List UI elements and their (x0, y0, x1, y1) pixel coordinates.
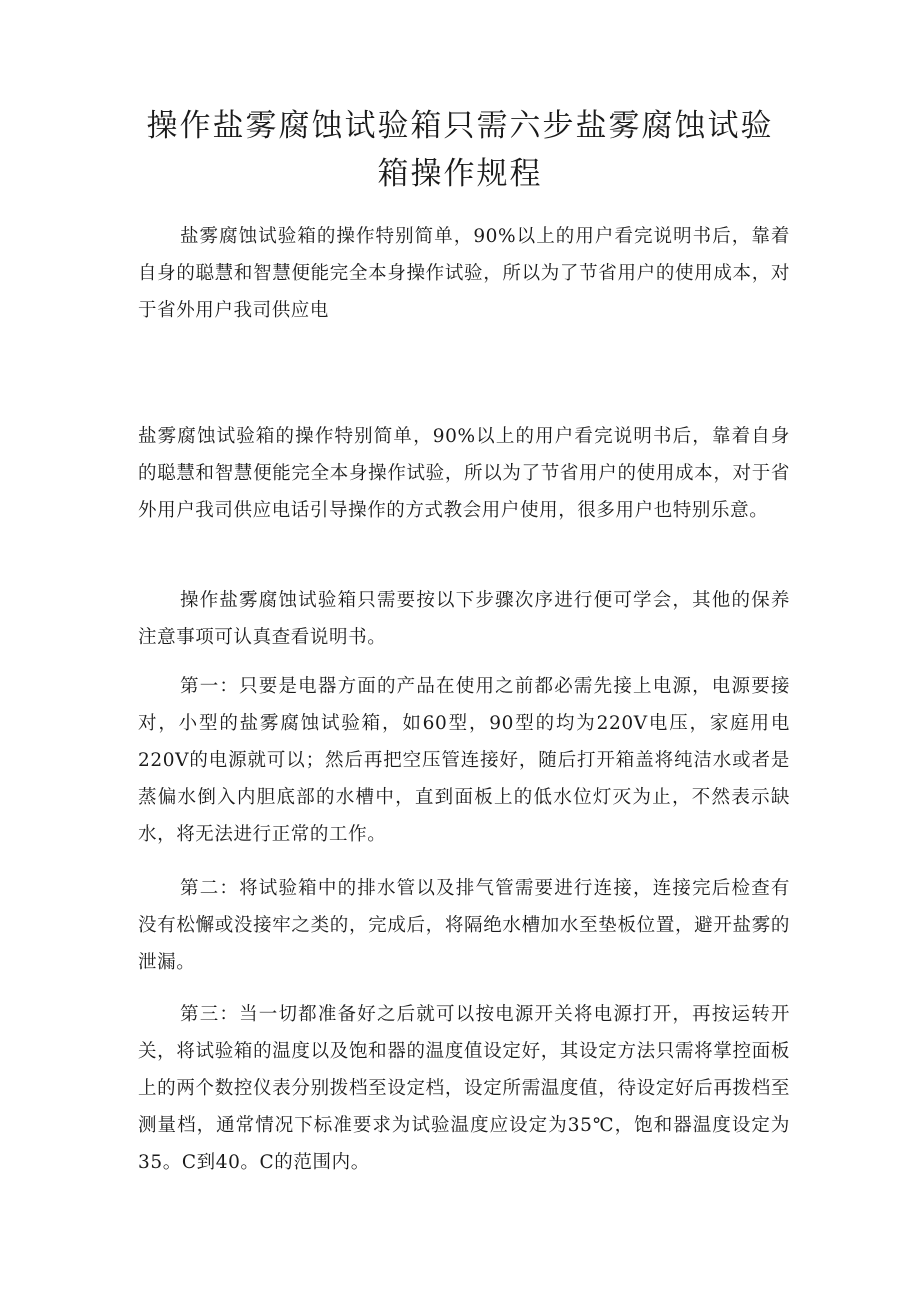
intro-paragraph-full: 盐雾腐蚀试验箱的操作特别简单，90%以上的用户看完说明书后，靠着自身的聪慧和智慧便能完全本身操作试验，所以为了节省用户的使用成本，对于省外用户我司供应电话引导操作的方式教会用户使用，很多用户也特别乐意。 (138, 426, 790, 521)
step-2-paragraph: 第二：将试验箱中的排水管以及排气管需要进行连接，连接完后检查有没有松懈或没接牢之类的，完成后，将隔绝水槽加水至垫板位置，避开盐雾的泄漏。 (138, 878, 790, 973)
intro-paragraph-truncated: 盐雾腐蚀试验箱的操作特别简单，90%以上的用户看完说明书后，靠着自身的聪慧和智慧便能完全本身操作试验，所以为了节省用户的使用成本，对于省外用户我司供应电 (138, 226, 790, 321)
title-line-1: 操作盐雾腐蚀试验箱只需六步盐雾腐蚀试验 (146, 108, 774, 144)
title-line-2: 箱操作规程 (377, 156, 543, 192)
step-1-paragraph: 第一：只要是电器方面的产品在使用之前都必需先接上电源，电源要接对，小型的盐雾腐蚀试验箱，如60型，90型的均为220V电压，家庭用电220V的电源就可以；然后再把空压管连接好，随后打开箱盖将纯洁水或者是蒸偏水倒入内胆底部的水槽中，直到面板上的低水位灯灭为止，不然表示缺水，将无法进行正常的工作。 (138, 676, 790, 845)
step-3-paragraph: 第三：当一切都准备好之后就可以按电源开关将电源打开，再按运转开关，将试验箱的温度以及饱和器的温度值设定好，其设定方法只需将掌控面板上的两个数控仪表分别拨档至设定档，设定所需温度值，待设定好后再拨档至测量档，通常情况下标准要求为试验温度应设定为35℃，饱和器温度设定为35。C到40。C的范围内。 (138, 1004, 790, 1173)
steps-overview-paragraph: 操作盐雾腐蚀试验箱只需要按以下步骤次序进行便可学会，其他的保养注意事项可认真查看说明书。 (138, 590, 790, 648)
document-title (130, 102, 790, 198)
